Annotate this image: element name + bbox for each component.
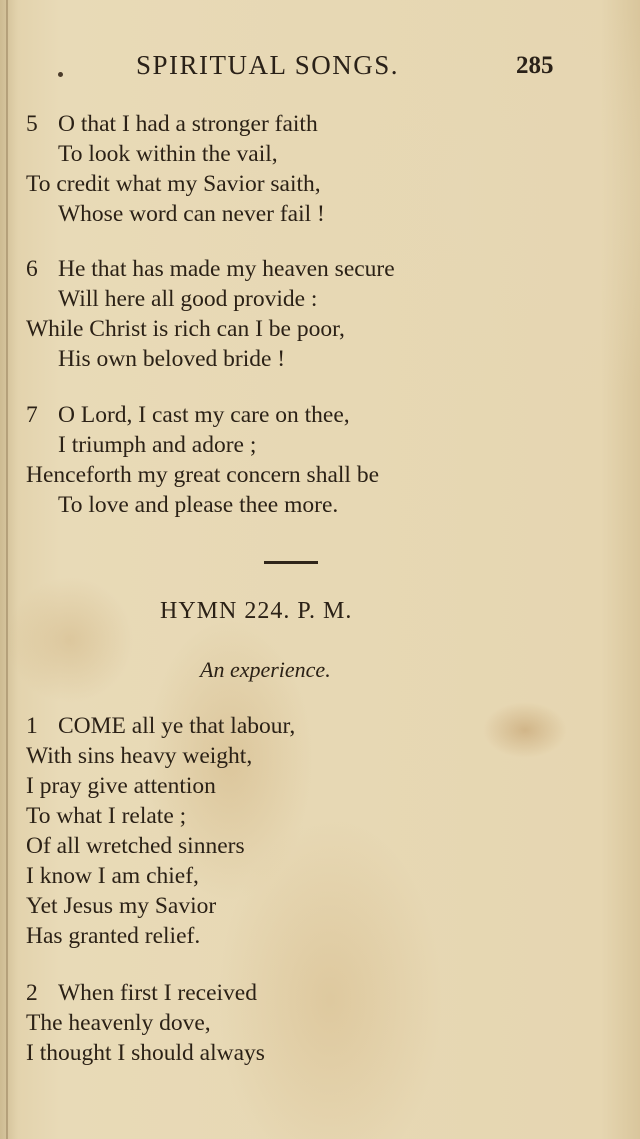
- verse-text: O Lord, I cast my care on thee,: [58, 402, 350, 428]
- stanza-line: [26, 256, 395, 283]
- stanza-line: While Christ is rich can I be poor,: [26, 316, 345, 342]
- stanza-line: Yet Jesus my Savior: [26, 893, 217, 919]
- stanza-line: [26, 980, 257, 1007]
- stanza-line: [26, 111, 318, 138]
- stanza-line: To credit what my Savior saith,: [26, 171, 321, 197]
- verse-text: When first I received: [58, 980, 257, 1006]
- stanza-line: [26, 402, 350, 429]
- verse-text: COME all ye that labour,: [58, 713, 296, 739]
- section-divider: [264, 561, 318, 564]
- stanza-line: With sins heavy weight,: [26, 743, 253, 769]
- stanza-line: To look within the vail,: [58, 141, 278, 167]
- running-head: SPIRITUAL SONGS.: [136, 50, 400, 80]
- stanza-number: 6: [26, 256, 38, 282]
- ink-dot: [58, 72, 63, 77]
- stanza-line: Of all wretched sinners: [26, 833, 245, 859]
- verse-text: He that has made my heaven secure: [58, 256, 395, 282]
- stanza-line: Whose word can never fail !: [58, 201, 325, 227]
- verse-text: O that I had a stronger faith: [58, 111, 318, 137]
- stanza-line: To love and please thee more.: [58, 492, 339, 518]
- stanza-line: I pray give attention: [26, 773, 216, 799]
- page-spine-edge: [6, 0, 8, 1139]
- stanza-line: Has granted relief.: [26, 923, 201, 949]
- stanza-line: [26, 713, 295, 740]
- stanza-line: I triumph and adore ;: [58, 432, 257, 458]
- hymn-title: HYMN 224. P. M.: [160, 598, 353, 624]
- stanza-line: I thought I should always: [26, 1040, 265, 1066]
- stanza-number: 5: [26, 111, 38, 137]
- stanza-number: 7: [26, 402, 38, 428]
- hymn-subtitle: An experience.: [200, 657, 331, 682]
- stanza-line: Henceforth my great concern shall be: [26, 462, 379, 488]
- stanza-line: The heavenly dove,: [26, 1010, 211, 1036]
- stanza-line: I know I am chief,: [26, 863, 199, 889]
- page-number: 285: [516, 52, 554, 79]
- stanza-number: 2: [26, 980, 38, 1006]
- stanza-line: To what I relate ;: [26, 803, 187, 829]
- stanza-line: His own beloved bride !: [58, 346, 286, 372]
- stanza-number: 1: [26, 713, 38, 739]
- stanza-line: Will here all good provide :: [58, 286, 318, 312]
